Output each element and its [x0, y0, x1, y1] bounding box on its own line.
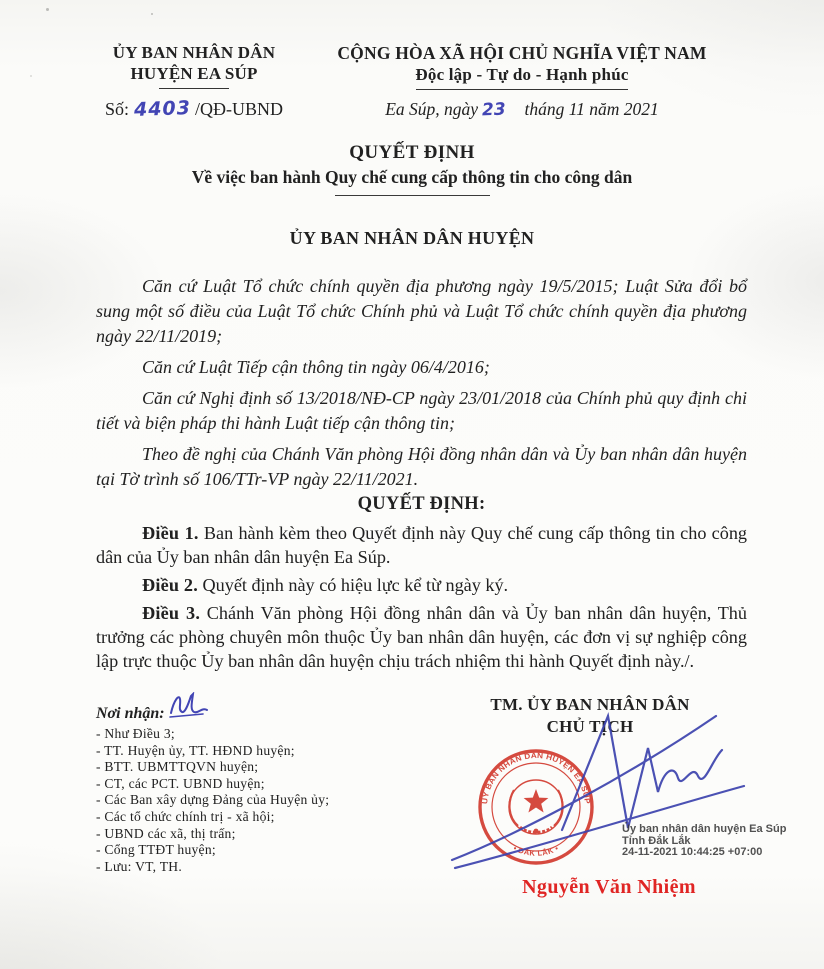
recipients-heading: Nơi nhận: — [96, 705, 165, 722]
recipients-list — [96, 726, 406, 875]
article-label: Điều 3. — [142, 603, 201, 623]
issuing-org-block — [58, 42, 330, 120]
handwritten-day: 23 — [482, 99, 507, 121]
motto-underline — [416, 89, 628, 90]
footer-section — [0, 690, 824, 960]
preamble-paragraph: Theo đề nghị của Chánh Văn phòng Hội đồng nhân dân và Ủy ban nhân dân huyện tại Tờ trình số 106/TTr-VP ngày 22/11/2021. — [96, 444, 747, 489]
number-suffix: /QĐ-UBND — [194, 99, 283, 119]
digital-signature-info — [622, 824, 786, 859]
recipient-item: - Lưu: VT, TH. — [96, 858, 183, 874]
preamble-section — [96, 274, 747, 498]
recipient-item: - CT, các PCT. UBND huyện; — [96, 775, 265, 791]
org-underline — [159, 88, 229, 89]
issuer-heading: ỦY BAN NHÂN DÂN HUYỆN — [289, 228, 535, 248]
scan-speck — [30, 75, 32, 77]
handwritten-document-number: 4403 — [133, 97, 191, 121]
handwritten-initials-icon — [167, 692, 213, 720]
articles-section — [96, 521, 747, 677]
preamble-paragraph: Căn cứ Luật Tiếp cận thông tin ngày 06/4/2016; — [142, 357, 490, 377]
recipient-item: - UBND các xã, thị trấn; — [96, 825, 236, 841]
recipients-block — [96, 690, 406, 875]
article — [96, 521, 747, 569]
article-text: Ban hành kèm theo Quyết định này Quy chế cung cấp thông tin cho công dân của Ủy ban nhân dân huyện Ea Súp. — [96, 523, 748, 567]
decision-heading: QUYẾT ĐỊNH: — [357, 494, 486, 514]
digital-signature-timestamp: 24-11-2021 10:44:25 +07:00 — [622, 846, 763, 858]
document-header — [0, 0, 824, 120]
article-label: Điều 2. — [142, 575, 198, 595]
preamble-paragraph: Căn cứ Nghị định số 13/2018/NĐ-CP ngày 23/01/2018 của Chính phủ quy định chi tiết và biện pháp thi hành Luật tiếp cận thông tin; — [96, 388, 747, 433]
national-header-block — [330, 42, 714, 120]
article — [96, 573, 747, 597]
place-date-prefix: Ea Súp, ngày — [385, 99, 479, 119]
org-name-line2: HUYỆN EA SÚP — [130, 64, 258, 83]
digital-signature-province: Tỉnh Đắk Lắk — [622, 834, 691, 847]
place-date-line — [330, 99, 714, 120]
number-prefix: Số: — [105, 99, 130, 119]
article — [96, 601, 747, 673]
title-block — [0, 142, 824, 249]
recipients-heading-line — [96, 690, 406, 723]
scan-speck — [46, 8, 49, 11]
signing-authority: TM. ỦY BAN NHÂN DÂN — [490, 695, 690, 714]
subject-underline — [335, 195, 490, 196]
national-name: CỘNG HÒA XÃ HỘI CHỦ NGHĨA VIỆT NAM — [337, 43, 707, 63]
article-label: Điều 1. — [142, 523, 199, 543]
national-motto: Độc lập - Tự do - Hạnh phúc — [415, 65, 629, 84]
seal-ring-bottom-text: • ĐẮK LẮK • — [511, 843, 561, 858]
document-number-line — [58, 98, 330, 120]
recipient-item: - BTT. UBMTTQVN huyện; — [96, 759, 259, 775]
recipient-item: - Cổng TTĐT huyện; — [96, 842, 216, 858]
recipient-item: - Các tổ chức chính trị - xã hội; — [96, 808, 275, 824]
scan-speck — [151, 13, 153, 15]
digital-signature-org: Ủy ban nhân dân huyện Ea Súp — [622, 823, 787, 835]
article-text: Quyết định này có hiệu lực kể từ ngày ký. — [202, 575, 509, 595]
recipient-item: - Như Điều 3; — [96, 726, 175, 741]
document-title: QUYẾT ĐỊNH — [349, 142, 475, 163]
org-name-line1: ỦY BAN NHÂN DÂN — [112, 43, 276, 62]
seal-ring-top-text: ỦY BAN NHÂN DÂN HUYỆN EA SÚP — [480, 750, 592, 805]
preamble-paragraph: Căn cứ Luật Tổ chức chính quyền địa phương ngày 19/5/2015; Luật Sửa đổi bổ sung một số điều của Luật Tổ chức Chính phủ và Luật Tổ chức chính quyền địa phương ngày 22/11/2019; — [96, 276, 747, 346]
recipient-item: - Các Ban xây dựng Đảng của Huyện ủy; — [96, 792, 330, 808]
signer-name: Nguyễn Văn Nhiệm — [522, 876, 696, 898]
handwritten-signature-icon — [438, 698, 760, 890]
month-year-text: tháng 11 năm 2021 — [524, 99, 659, 119]
article-text: Chánh Văn phòng Hội đồng nhân dân và Ủy ban nhân dân huyện, Thủ trưởng các phòng chuyên môn thuộc Ủy ban nhân dân huyện, các đơn vị sự nghiệp công lập trực thuộc Ủy ban nhân dân huyện chịu trách nhiệm thi hành Quyết định này./. — [96, 603, 747, 671]
recipient-item: - TT. Huyện ủy, TT. HĐND huyện; — [96, 742, 295, 758]
signer-title: CHỦ TỊCH — [546, 717, 634, 736]
document-subject: Về việc ban hành Quy chế cung cấp thông tin cho công dân — [191, 167, 633, 187]
